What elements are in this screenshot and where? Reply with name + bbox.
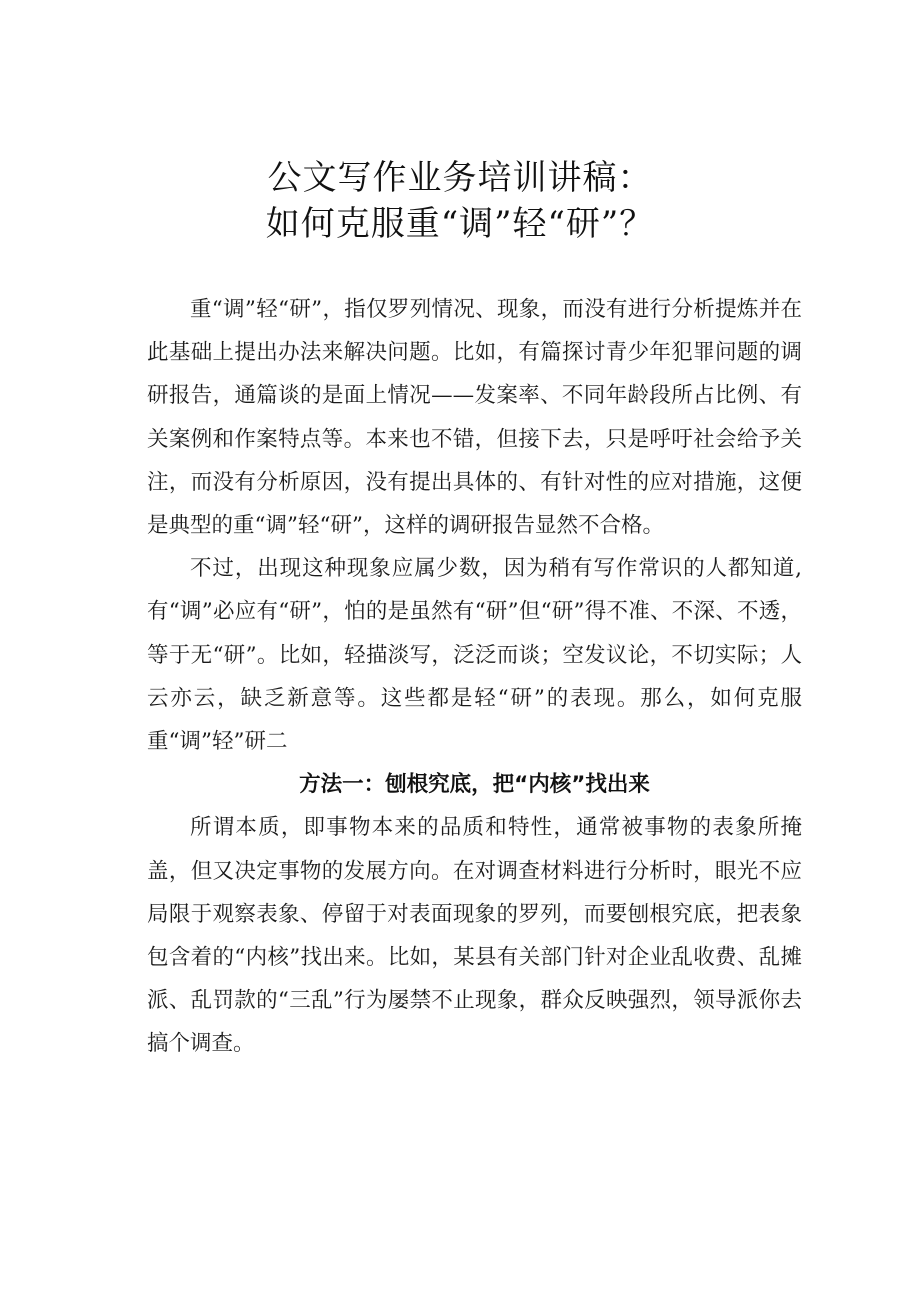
title-line-1: 公文写作业务培训讲稿： xyxy=(267,158,653,198)
document-body xyxy=(147,288,802,1066)
section-heading-method-1: 方法一：刨根究底，把“内核”找出来 xyxy=(299,772,650,798)
document-title xyxy=(0,155,920,247)
paragraph-3: 所谓本质，即事物本来的品质和特性，通常被事物的表象所掩盖，但又决定事物的发展方向。在对调查材料进行分析时，眼光不应局限于观察表象、停留于对表面现象的罗列，而要刨根究底，把表象包含着的“内核”找出来。比如，某县有关部门针对企业乱收费、乱摊派、乱罚款的“三乱”行为屡禁不止现象，群众反映强烈，领导派你去搞个调查。 xyxy=(147,815,802,1057)
paragraph-1: 重“调”轻“研”，指仅罗列情况、现象，而没有进行分析提炼并在此基础上提出办法来解决问题。比如，有篇探讨青少年犯罪问题的调研报告，通篇谈的是面上情况——发案率、不同年龄段所占比例、有关案例和作案特点等。本来也不错，但接下去，只是呼吁社会给予关注，而没有分析原因，没有提出具体的、有针对性的应对措施，这便是典型的重“调”轻“研”，这样的调研报告显然不合格。 xyxy=(147,297,802,539)
title-line-2: 如何克服重“调”轻“研”？ xyxy=(265,204,655,244)
paragraph-2: 不过，出现这种现象应属少数，因为稍有写作常识的人都知道,有“调”必应有“研”，怕的是虽然有“研”但“研”得不准、不深、不透，等于无“研”。比如，轻描淡写，泛泛而谈；空发议论，不切实际；人云亦云，缺乏新意等。这些都是轻“研”的表现。那么，如何克服重“调”轻”研二 xyxy=(147,556,802,755)
